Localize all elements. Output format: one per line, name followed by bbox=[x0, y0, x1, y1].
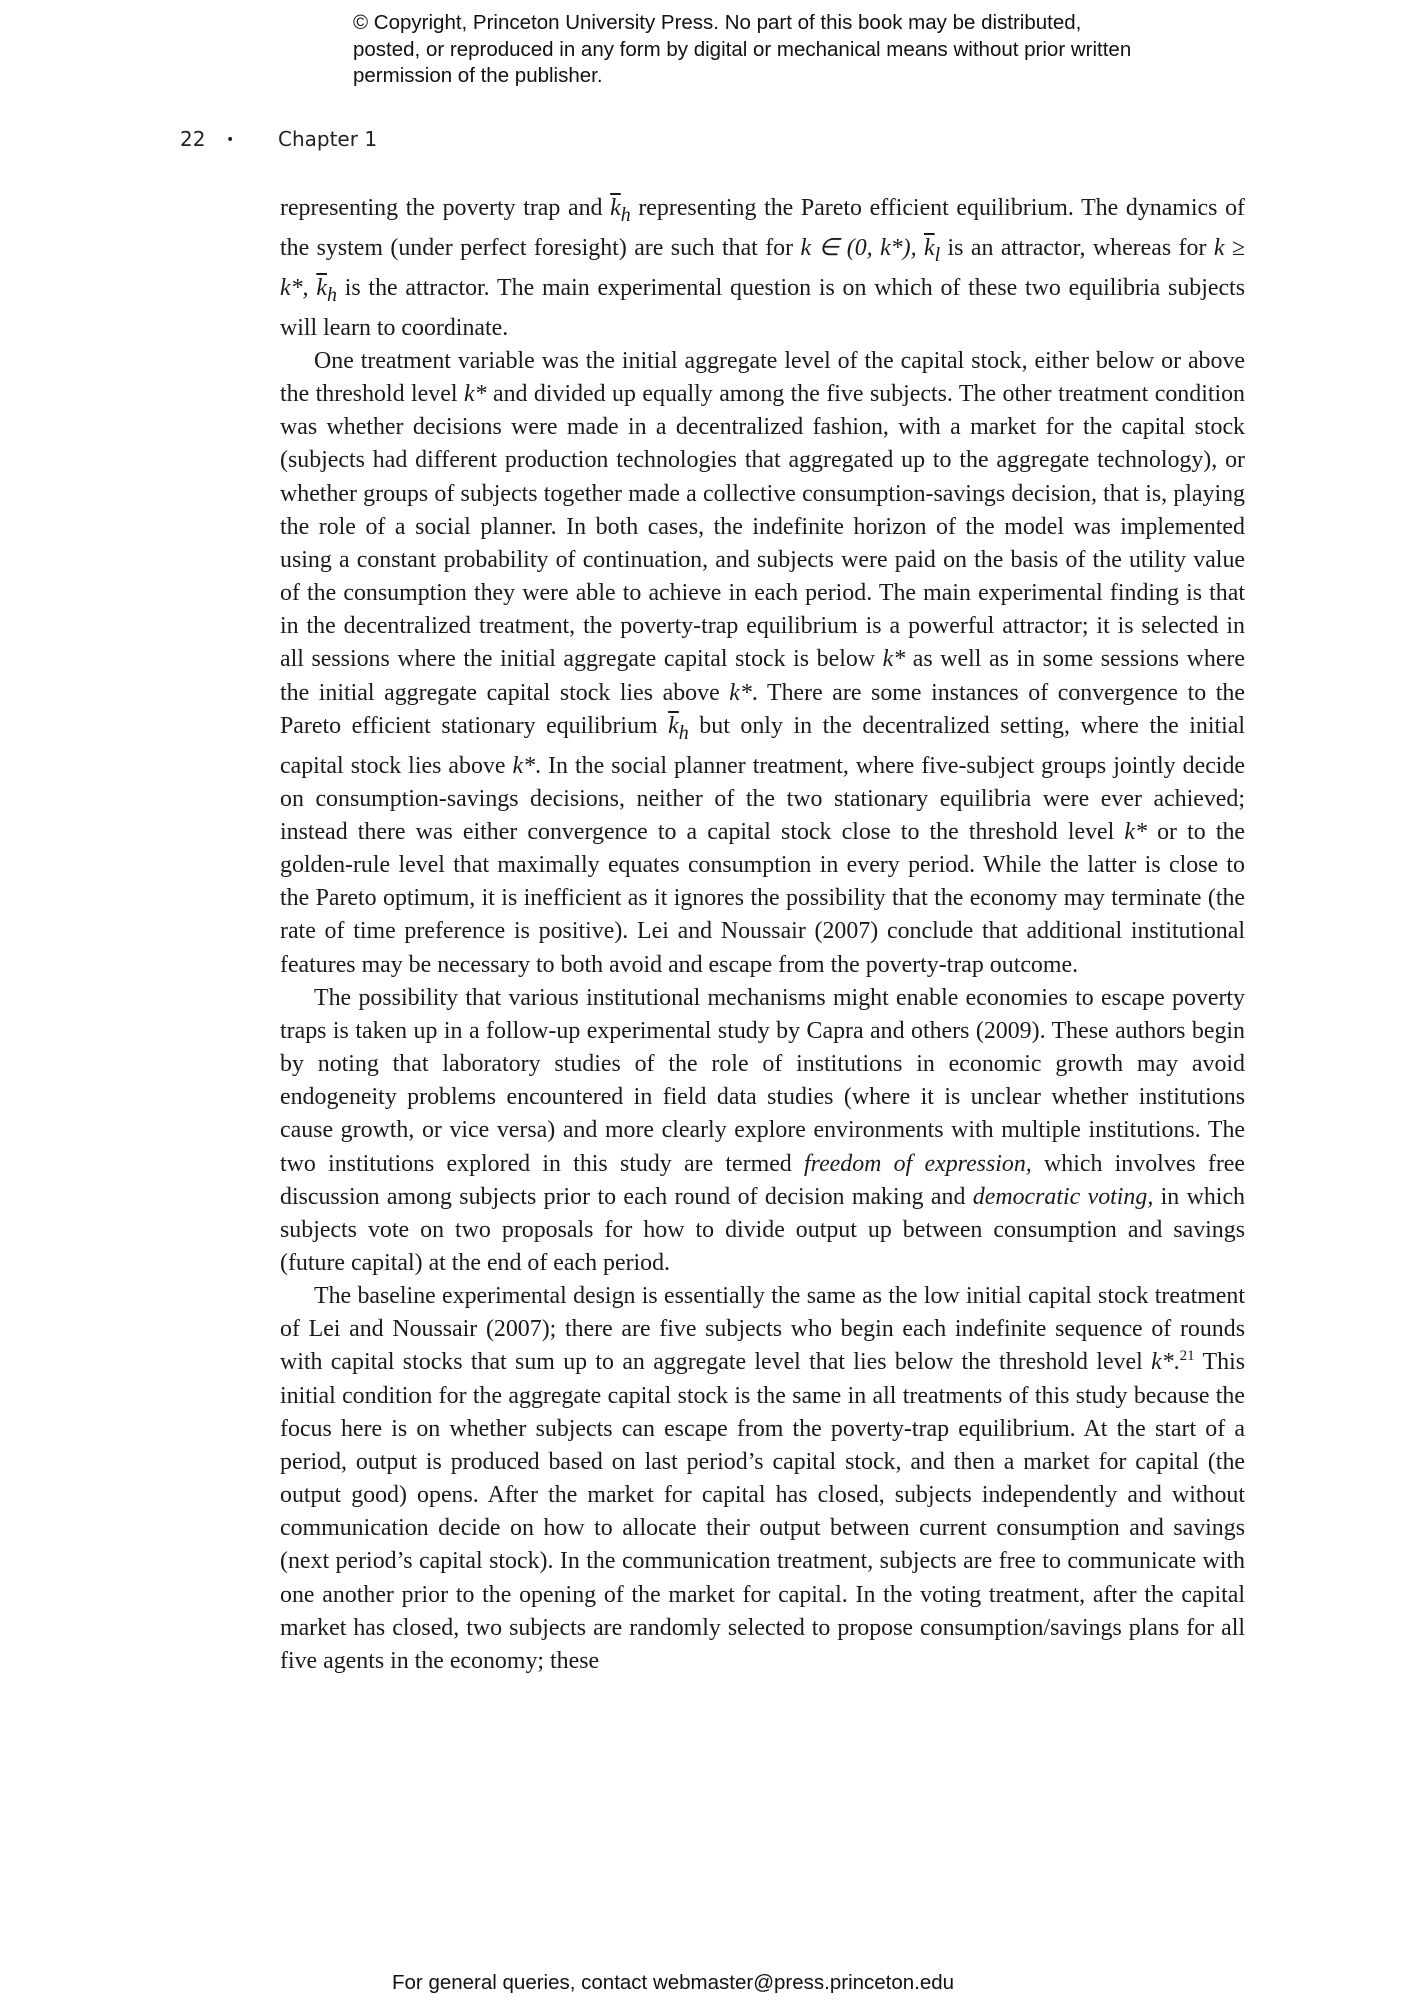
text-run: or to the golden-rule level that maximally equates consumption in every period. While the latter is close to the Pareto optimum, it is inefficient as it ignores the possibility that the economy may terminate (the rate of time preference is positive). Lei and Noussair (2007) conclude that additional institutional features may be necessary to both avoid and escape from the poverty-trap outcome. bbox=[280, 818, 1246, 978]
copyright-notice: © Copyright, Princeton University Press. No part of this book may be distributed, posted, or reproduced in any form by digital or mechanical means without prior written permission of the publisher. bbox=[353, 11, 1132, 87]
text-run: and divided up equally among the five subjects. The other treatment condition was whether decisions were made in a decentralized fashion, with a market for the capital stock (subjects had different production technologies that aggregated up to the aggregate technology), or whether groups of subjects together made a collective consumption-savings decision, that is, playing the role of a social planner. In both cases, the indefinite horizon of the model was implemented using a constant probability of continuation, and subjects were paid on the basis of the utility value of the consumption they were able to achieve in each period. The main experimental finding is that in the decentralized treatment, the poverty-trap equilibrium is a powerful attractor; it is selected in all sessions where the initial aggregate capital stock is below bbox=[280, 381, 1246, 673]
text-run: The possibility that various institutional mechanisms might enable economies to escape poverty traps is taken up in a follow-up experimental study by Capra and others (2009). These authors begin by noting that laboratory studies of the role of institutions in economic growth may avoid endogeneity problems encountered in field data studies (where it is unclear whether institutions cause growth, or vice versa) and more clearly explore environments with multiple institutions. The two institutions explored in this study are termed bbox=[280, 984, 1245, 1177]
text-run: . There are some instances of convergence to the Pareto efficient stationary equilibrium bbox=[280, 679, 1245, 739]
page-number: 22 bbox=[180, 127, 206, 151]
math-kstar: k* bbox=[729, 679, 752, 706]
text-run: in which subjects vote on two proposals for how to divide output up between consumption and savings (future capital) at the end of each period. bbox=[280, 1183, 1245, 1276]
emphasis-democratic-voting: democratic voting, bbox=[972, 1183, 1154, 1210]
math-k-h: $\overline{k}_h$ bbox=[610, 195, 631, 226]
text-run: representing the Pareto efficient equilibrium. The dynamics of the system (under perfect foresight) are such that for bbox=[280, 195, 1245, 261]
paragraph-4 bbox=[280, 1280, 1245, 1678]
chapter-title: Chapter 1 bbox=[278, 127, 378, 151]
paragraph-2 bbox=[280, 345, 1245, 982]
paragraph-1 bbox=[280, 192, 1245, 345]
footer-contact: For general queries, contact webmaster@press.princeton.edu bbox=[392, 1971, 955, 1994]
math-kstar: k* bbox=[1124, 818, 1147, 845]
emphasis-freedom-of-expression: freedom of expression, bbox=[804, 1150, 1032, 1177]
math-kstar: k* bbox=[1151, 1349, 1174, 1376]
text-run: One treatment variable was the initial aggregate level of the capital stock, either below or above the threshold level bbox=[280, 347, 1245, 408]
math-range: k ∈ (0, k*), bbox=[800, 234, 924, 261]
math-kstar: k* bbox=[463, 381, 487, 408]
paragraph-3 bbox=[280, 982, 1245, 1280]
text-run: is the attractor. The main experimental question is on which of these two equilibria subjects will learn to coordinate. bbox=[280, 274, 1245, 341]
math-k-ge-kstar: k ≥ k*, bbox=[280, 234, 1245, 301]
text-run: which involves free discussion among subjects prior to each round of decision making and bbox=[280, 1150, 1246, 1210]
text-run: representing the poverty trap and bbox=[280, 195, 611, 221]
math-k-l: $\overline{k}_l$ bbox=[923, 234, 941, 266]
footnote-marker[interactable]: 21 bbox=[1179, 1348, 1195, 1365]
math-k-h: $\overline{k}_h$ bbox=[316, 274, 337, 306]
text-run: This initial condition for the aggregate capital stock is the same in all treatments of this study because the focus here is on whether subjects can escape from the poverty-trap equilibrium. At the start of a period, output is produced based on last period’s capital stock, and then a market for capital (the output good) opens. After the market for capital has closed, subjects independently and without communication decide on how to allocate their output between current consumption and savings (next period’s capital stock). In the communication treatment, subjects are free to communicate with one another prior to the opening of the market for capital. In the voting treatment, after the capital market has closed, two subjects are randomly selected to propose consumption/savings plans for all five agents in the economy; these bbox=[280, 1349, 1246, 1674]
text-run: . In the social planner treatment, where five-subject groups jointly decide on consumption-savings decisions, neither of the two stationary equilibria were ever achieved; instead there was either convergence to a capital stock close to the threshold level bbox=[280, 752, 1245, 845]
running-head-bullet: • bbox=[226, 132, 235, 148]
running-head bbox=[180, 126, 377, 153]
text-run: The baseline experimental design is essentially the same as the low initial capital stock treatment of Lei and Noussair (2007); there are five subjects who begin each indefinite sequence of rounds with capital stocks that sum up to an aggregate level that lies below the threshold level bbox=[280, 1283, 1245, 1376]
math-k-h: $\overline{k}_h$ bbox=[668, 712, 689, 744]
text-run: as well as in some sessions where the initial aggregate capital stock lies above bbox=[280, 646, 1245, 706]
math-kstar: k* bbox=[512, 752, 536, 779]
text-run: . bbox=[1173, 1349, 1180, 1376]
math-kstar: k* bbox=[882, 646, 906, 673]
text-run: is an attractor, whereas for bbox=[940, 234, 1214, 261]
body-text bbox=[280, 192, 1245, 1678]
text-run: but only in the decentralized setting, where the initial capital stock lies above bbox=[280, 712, 1245, 779]
